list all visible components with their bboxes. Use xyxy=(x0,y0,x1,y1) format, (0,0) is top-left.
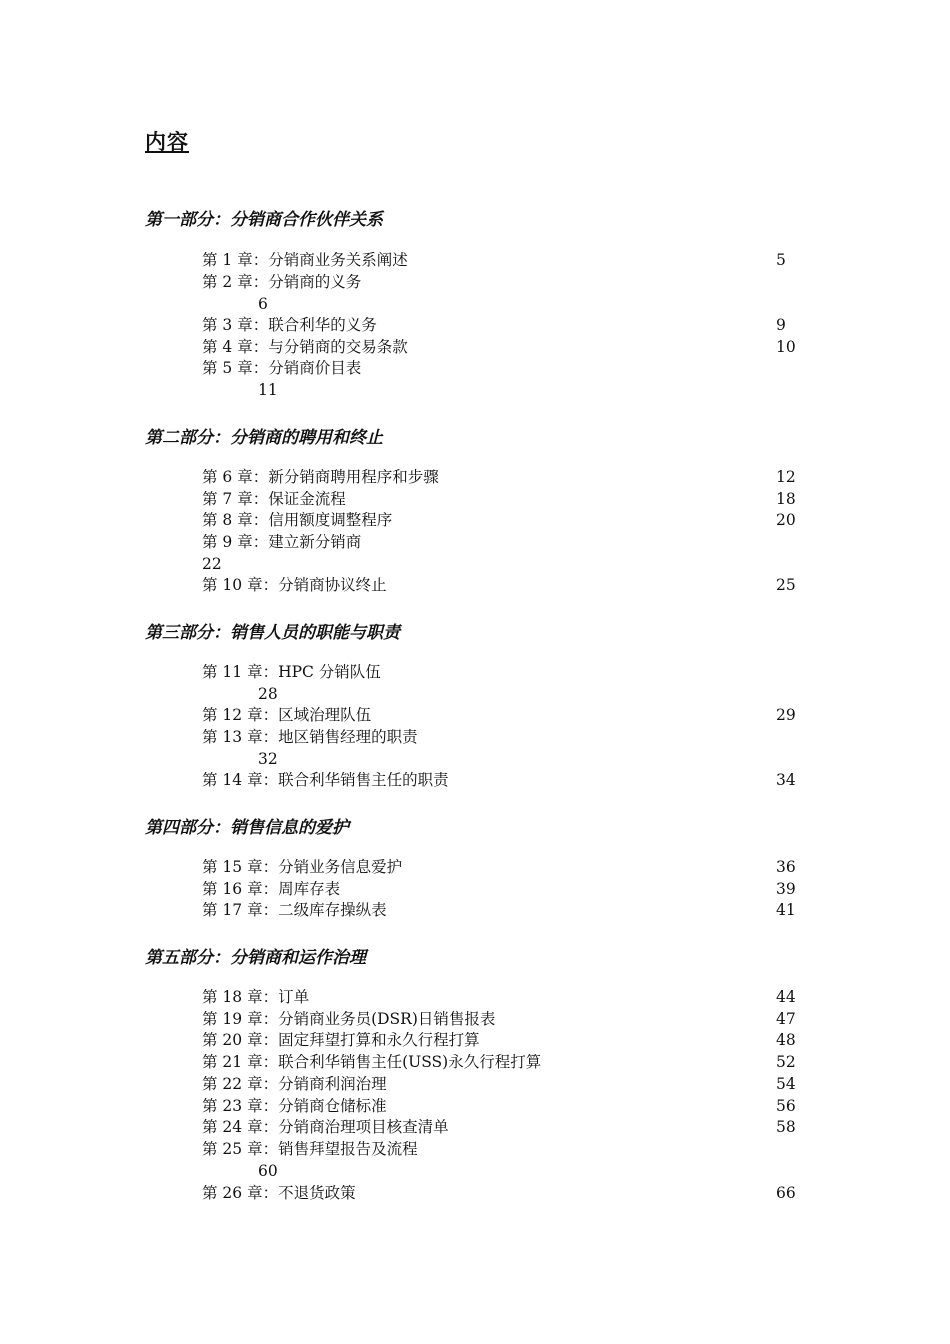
toc-entry: 第 12 章：区域治理队伍 xyxy=(202,706,372,724)
toc-page-number: 41 xyxy=(776,901,796,919)
toc-entry: 第 19 章：分销商业务员(DSR)日销售报表 xyxy=(202,1010,496,1028)
part-heading-3: 第三部分：销售人员的职能与职责 xyxy=(145,623,400,643)
toc-page-number: 12 xyxy=(776,468,796,486)
toc-entry: 第 7 章：保证金流程 xyxy=(202,490,346,508)
part-heading-1: 第一部分：分销商合作伙伴关系 xyxy=(145,210,383,230)
toc-page-number: 58 xyxy=(776,1118,796,1136)
toc-entry: 第 10 章：分销商协议终止 xyxy=(202,576,387,594)
toc-page-number: 34 xyxy=(776,771,796,789)
toc-entry: 第 23 章：分销商仓储标准 xyxy=(202,1097,387,1115)
toc-entry: 第 6 章：新分销商聘用程序和步骤 xyxy=(202,468,439,486)
toc-page-number: 6 xyxy=(258,295,268,313)
part-heading-2: 第二部分：分销商的聘用和终止 xyxy=(145,428,383,448)
toc-entry: 第 24 章：分销商治理项目核查清单 xyxy=(202,1118,449,1136)
toc-page-number: 60 xyxy=(258,1162,278,1180)
toc-entry: 第 20 章：固定拜望打算和永久行程打算 xyxy=(202,1031,480,1049)
toc-page-number: 18 xyxy=(776,490,796,508)
toc-entry: 第 18 章：订单 xyxy=(202,988,310,1006)
toc-entry: 第 8 章：信用额度调整程序 xyxy=(202,511,393,529)
toc-entry: 第 25 章：销售拜望报告及流程 xyxy=(202,1140,418,1158)
toc-entry: 第 3 章：联合利华的义务 xyxy=(202,316,377,334)
toc-page-number: 66 xyxy=(776,1184,796,1202)
part-heading-4: 第四部分：销售信息的爱护 xyxy=(145,818,349,838)
toc-page-number: 25 xyxy=(776,576,796,594)
toc-page-number: 48 xyxy=(776,1031,796,1049)
toc-entry: 第 21 章：联合利华销售主任(USS)永久行程打算 xyxy=(202,1053,542,1071)
toc-page-number: 9 xyxy=(776,316,786,334)
toc-page-number: 52 xyxy=(776,1053,796,1071)
toc-entry: 第 4 章：与分销商的交易条款 xyxy=(202,338,408,356)
toc-page-number: 10 xyxy=(776,338,796,356)
toc-page-number: 54 xyxy=(776,1075,796,1093)
toc-entry: 第 1 章：分销商业务关系阐述 xyxy=(202,251,408,269)
toc-entry: 第 26 章：不退货政策 xyxy=(202,1184,356,1202)
toc-entry: 第 13 章：地区销售经理的职责 xyxy=(202,728,418,746)
toc-page-number: 20 xyxy=(776,511,796,529)
toc-page-number: 29 xyxy=(776,706,796,724)
toc-entry: 第 11 章：HPC 分销队伍 xyxy=(202,663,381,681)
toc-page-number: 32 xyxy=(258,750,278,768)
toc-page-number: 56 xyxy=(776,1097,796,1115)
toc-entry: 第 2 章：分销商的义务 xyxy=(202,273,362,291)
part-heading-5: 第五部分：分销商和运作治理 xyxy=(145,948,366,968)
page-title: 内容 xyxy=(145,129,189,154)
toc-page-number: 39 xyxy=(776,880,796,898)
toc-page-number: 11 xyxy=(258,381,278,399)
toc-page-number: 36 xyxy=(776,858,796,876)
toc-entry: 第 9 章：建立新分销商 xyxy=(202,533,362,551)
toc-page-number: 5 xyxy=(776,251,786,269)
toc-entry: 第 22 章：分销商利润治理 xyxy=(202,1075,387,1093)
toc-entry: 第 5 章：分销商价目表 xyxy=(202,359,362,377)
toc-page-number: 28 xyxy=(258,685,278,703)
toc-entry: 第 14 章：联合利华销售主任的职责 xyxy=(202,771,449,789)
toc-entry: 第 15 章：分销业务信息爱护 xyxy=(202,858,403,876)
toc-page-number: 44 xyxy=(776,988,796,1006)
toc-page-number: 47 xyxy=(776,1010,796,1028)
toc-entry: 第 17 章：二级库存操纵表 xyxy=(202,901,387,919)
toc-entry: 第 16 章：周库存表 xyxy=(202,880,341,898)
toc-page-number: 22 xyxy=(202,555,222,573)
